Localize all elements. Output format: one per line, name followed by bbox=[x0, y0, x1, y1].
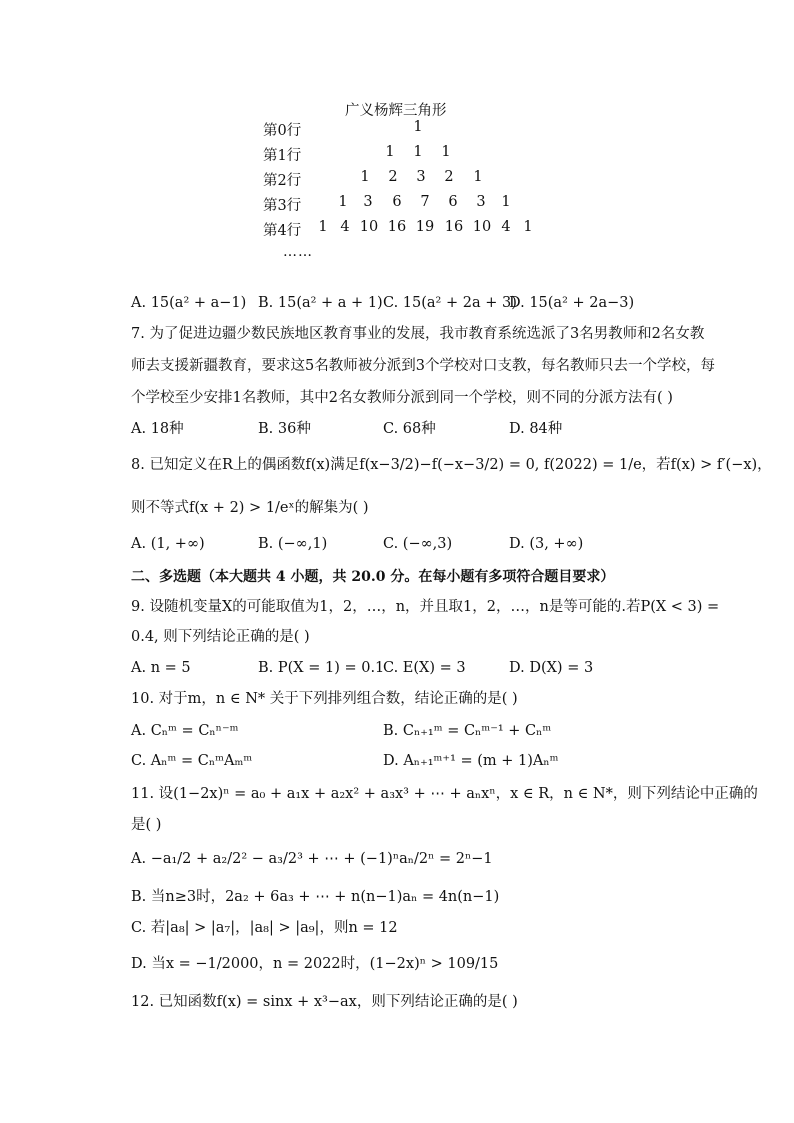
q8-option-a: A. (1, +∞) bbox=[131, 536, 205, 552]
triangle-number: 2 bbox=[444, 169, 454, 185]
q11-option-b: B. 当n≥3时，2a₂ + 6a₃ + ⋯ + n(n−1)aₙ = 4n(n−1) bbox=[131, 889, 500, 905]
q10-option-a: A. Cₙᵐ = Cₙⁿ⁻ᵐ bbox=[131, 723, 239, 739]
q9-option-d: D. D(X) = 3 bbox=[509, 660, 594, 676]
triangle-number: 3 bbox=[416, 169, 426, 185]
triangle-number: 10 bbox=[359, 219, 379, 235]
triangle-row-label: 第1行 bbox=[263, 148, 302, 164]
q10-option-d: D. Aₙ₊₁ᵐ⁺¹ = (m + 1)Aₙᵐ bbox=[383, 753, 559, 769]
q6-option-b: B. 15(a² + a + 1) bbox=[258, 295, 383, 311]
q7-text-line: 师去支援新疆教育，要求这5名教师被分派到3个学校对口支教，每名教师只去一个学校，每 bbox=[131, 358, 715, 374]
triangle-title: 广义杨辉三角形 bbox=[345, 103, 447, 119]
q6-option-c: C. 15(a² + 2a + 3) bbox=[383, 295, 517, 311]
q11-option-d: D. 当x = −1/2000，n = 2022时，(1−2x)ⁿ > 109/15 bbox=[131, 956, 499, 972]
triangle-number: 6 bbox=[448, 194, 458, 210]
triangle-number: 1 bbox=[338, 194, 348, 210]
q7-option-d: D. 84种 bbox=[509, 421, 563, 437]
triangle-number: 19 bbox=[415, 219, 435, 235]
triangle-number: 4 bbox=[340, 219, 350, 235]
triangle-row-label: 第0行 bbox=[263, 123, 302, 139]
triangle-number: 1 bbox=[441, 144, 451, 160]
triangle-number: 1 bbox=[523, 219, 533, 235]
triangle-number: 2 bbox=[388, 169, 398, 185]
triangle-number: 1 bbox=[473, 169, 483, 185]
triangle-number: 16 bbox=[387, 219, 407, 235]
q10-text-line: 10. 对于m，n ∈ N* 关于下列排列组合数，结论正确的是( ) bbox=[131, 691, 518, 707]
q6-option-d: D. 15(a² + 2a−3) bbox=[509, 295, 635, 311]
triangle-number: 1 bbox=[413, 119, 423, 135]
q9-option-c: C. E(X) = 3 bbox=[383, 660, 466, 676]
q8-option-c: C. (−∞,3) bbox=[383, 536, 453, 552]
triangle-number: 3 bbox=[363, 194, 373, 210]
q9-option-b: B. P(X = 1) = 0.1 bbox=[258, 660, 385, 676]
q7-option-c: C. 68种 bbox=[383, 421, 436, 437]
triangle-row-label: 第3行 bbox=[263, 198, 302, 214]
q11-option-c: C. 若|a₈| > |a₇|，|a₈| > |a₉|，则n = 12 bbox=[131, 920, 398, 936]
triangle-number: 1 bbox=[385, 144, 395, 160]
triangle-number: 10 bbox=[472, 219, 492, 235]
q10-option-b: B. Cₙ₊₁ᵐ = Cₙᵐ⁻¹ + Cₙᵐ bbox=[383, 723, 552, 739]
triangle-row-label: 第4行 bbox=[263, 223, 302, 239]
section-heading: 二、多选题（本大题共 4 小题，共 20.0 分。在每小题有多项符合题目要求） bbox=[131, 569, 615, 585]
q8-text-line: 则不等式f(x + 2) > 1/eˣ的解集为( ) bbox=[131, 500, 369, 516]
triangle-ellipsis: …… bbox=[283, 244, 313, 260]
q6-option-a: A. 15(a² + a−1) bbox=[131, 295, 247, 311]
triangle-row-label: 第2行 bbox=[263, 173, 302, 189]
triangle-number: 3 bbox=[476, 194, 486, 210]
q7-option-a: A. 18种 bbox=[131, 421, 184, 437]
q12-text-line: 12. 已知函数f(x) = sinx + x³−ax，则下列结论正确的是( ) bbox=[131, 994, 518, 1010]
q11-text-line: 11. 设(1−2x)ⁿ = a₀ + a₁x + a₂x² + a₃x³ + ⋯ + aₙxⁿ，x ∈ R，n ∈ N*，则下列结论中正确的 bbox=[131, 786, 758, 802]
q9-text-line: 9. 设随机变量X的可能取值为1，2，…，n，并且取1，2，…，n是等可能的.若P(X < 3) = bbox=[131, 599, 720, 615]
q7-option-b: B. 36种 bbox=[258, 421, 311, 437]
triangle-number: 4 bbox=[501, 219, 511, 235]
triangle-number: 7 bbox=[420, 194, 430, 210]
q8-text-line: 8. 已知定义在R上的偶函数f(x)满足f(x−3/2)−f(−x−3/2) = 0, f(2022) = 1/e，若f(x) > f′(−x)， bbox=[131, 457, 772, 473]
triangle-number: 6 bbox=[392, 194, 402, 210]
q8-option-d: D. (3, +∞) bbox=[509, 536, 584, 552]
triangle-number: 1 bbox=[413, 144, 423, 160]
q7-text-line: 个学校至少安排1名教师，其中2名女教师分派到同一个学校，则不同的分派方法有( ) bbox=[131, 390, 673, 406]
q9-option-a: A. n = 5 bbox=[131, 660, 191, 676]
triangle-number: 1 bbox=[360, 169, 370, 185]
q10-option-c: C. Aₙᵐ = CₙᵐAₘᵐ bbox=[131, 753, 253, 769]
triangle-number: 1 bbox=[318, 219, 328, 235]
q11-option-a: A. −a₁/2 + a₂/2² − a₃/2³ + ⋯ + (−1)ⁿaₙ/2ⁿ = 2ⁿ−1 bbox=[131, 851, 493, 867]
q9-text-line: 0.4, 则下列结论正确的是( ) bbox=[131, 629, 310, 645]
triangle-number: 16 bbox=[444, 219, 464, 235]
triangle-number: 1 bbox=[501, 194, 511, 210]
q11-text-line: 是( ) bbox=[131, 817, 162, 833]
q8-option-b: B. (−∞,1) bbox=[258, 536, 328, 552]
q7-text-line: 7. 为了促进边疆少数民族地区教育事业的发展，我市教育系统选派了3名男教师和2名女教 bbox=[131, 326, 705, 342]
